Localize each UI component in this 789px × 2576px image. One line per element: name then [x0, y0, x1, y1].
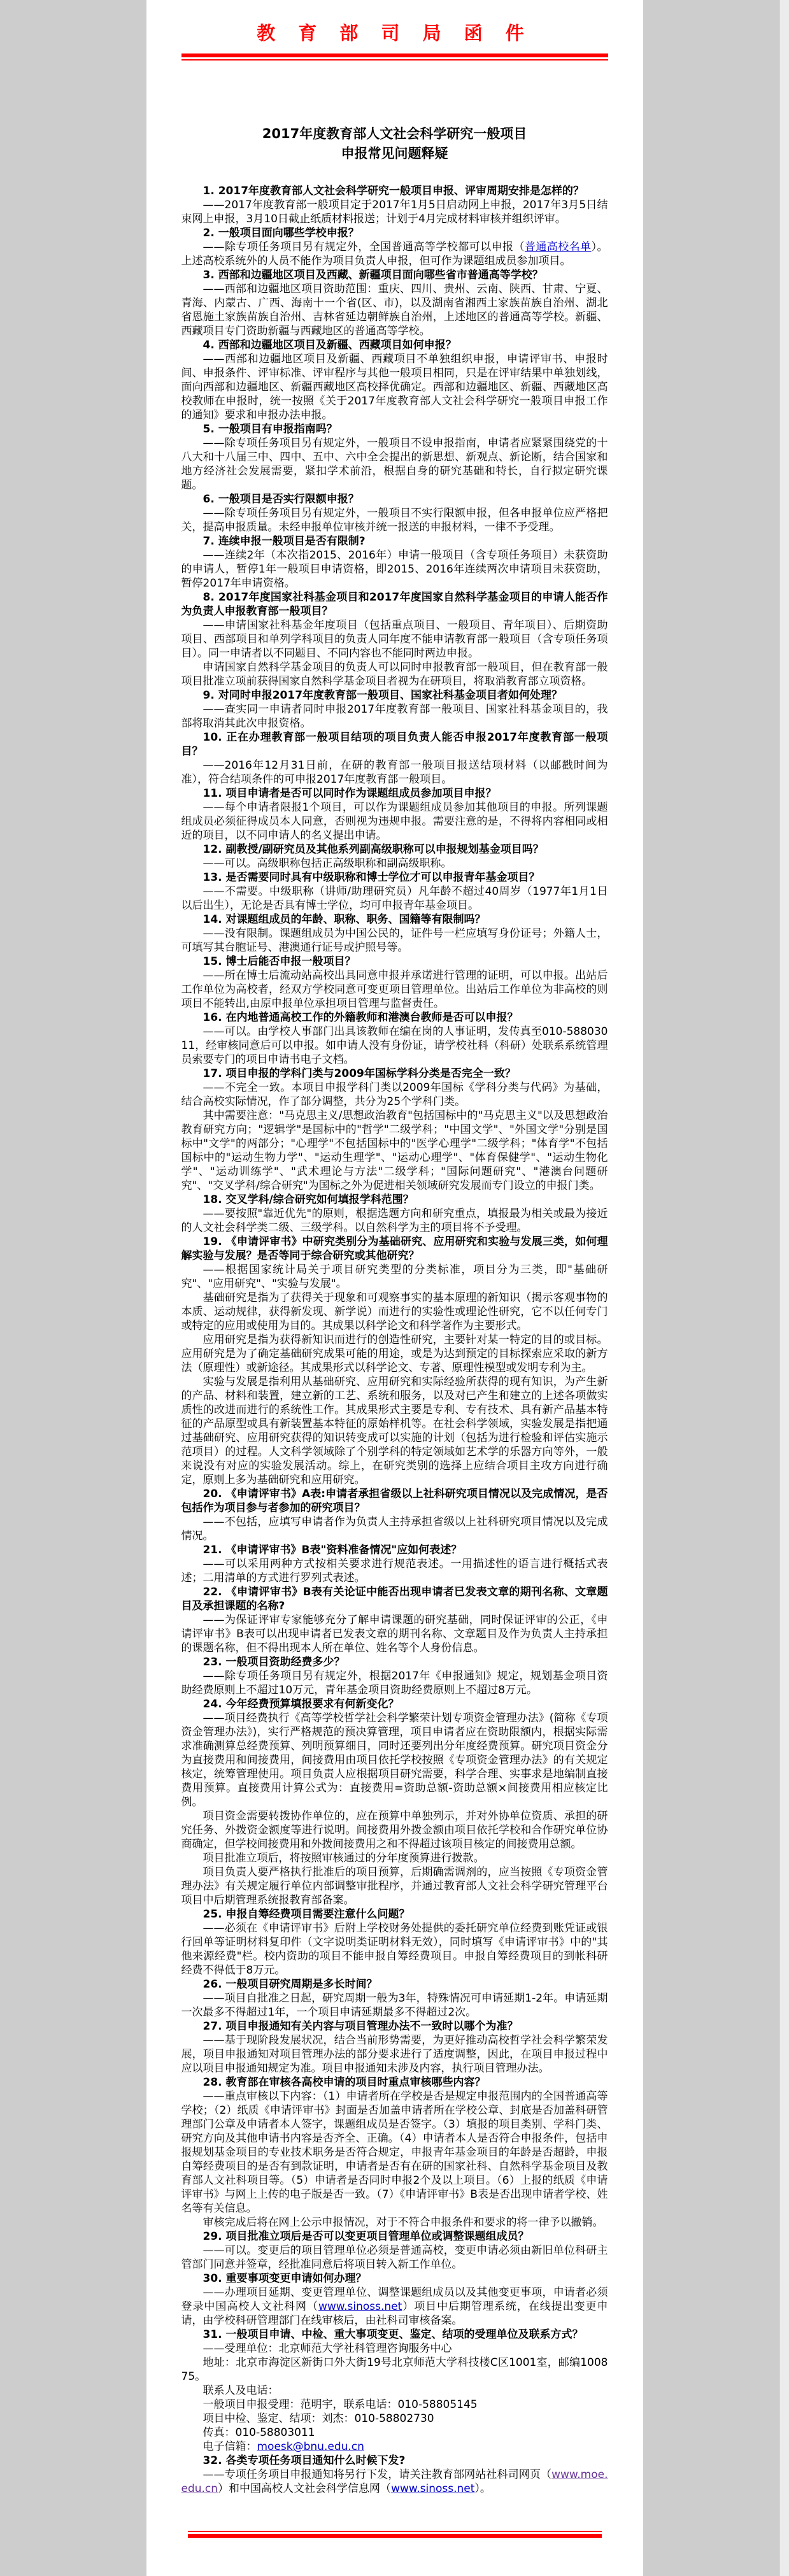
answer-text: ——西部和边疆地区项目及新疆、西藏项目不单独组织申报，申请评审书、申报时间、申报条件、评审标准、评审程序与其他一般项目相同，只是在评审结果中单独划线，面向西部和边疆地区、新疆西藏地区高校择优确定。西部和边疆地区、新疆、西藏地区高校教师在申报时，统一按照《关于2017年度教育部人文社会科学研究一般项目申报工作的通知》要求和申报办法申报。	[181, 353, 608, 422]
answer-paragraph-q17	[181, 1109, 608, 1193]
question-19: 19. 《申请评审书》中研究类别分为基础研究、应用研究和实验与发展三类，如何理解实验与发展？是否等同于综合研究或其他研究？	[181, 1235, 608, 1262]
question-13: 13. 是否需要同时具有中级职称和博士学位才可以申报青年基金项目？	[203, 871, 540, 884]
answer-text: 项目中检、鉴定、结项：刘杰：010-58802730	[203, 2412, 434, 2425]
answer-paragraph-q28	[181, 2216, 608, 2230]
question-1: 1. 2017年度教育部人文社会科学研究一般项目申报、评审周期安排是怎样的？	[203, 185, 585, 197]
question-5: 5. 一般项目有申报指南吗？	[203, 423, 338, 436]
answer-text: ——可以采用两种方式按相关要求进行规范表述。一用描述性的语言进行概括式表述；二用清单的方式进行罗列式表述。	[181, 1558, 608, 1584]
question-7: 7. 连续申报一般项目是否有限制?	[203, 535, 366, 548]
answer-paragraph-q20	[181, 1515, 608, 1543]
question-20: 20. 《申请评审书》A表:申请者承担省级以上社科研究项目情况以及完成情况，是否包括作为项目参与者参加的研究项目？	[181, 1488, 608, 1514]
answer-text: ——必须在《申请评审书》后附上学校财务处提供的委托研究单位经费到账凭证或银行回单等证明材料复印件（文字说明类证明材料无效），同时填写《申请评审书》中的"其他来源经费"栏。校内资助的项目不能申报自筹经费项目。申报自筹经费项目的到帐科研经费不得低于8万元。	[181, 1922, 608, 1977]
answer-text: ）项目中后期管理系统，在线提出变更申请，由学校科研管理部门在线审核后，由社科司审核备案。	[181, 2300, 608, 2327]
answer-text: ——不需要。中级职称（讲师/助理研究员）凡年龄不超过40周岁（1977年1月1日以后出生），无论是否具有博士学位，均可申报青年基金项目。	[181, 885, 608, 912]
answer-paragraph-q3	[181, 282, 608, 338]
answer-text: ——为保证评审专家能够充分了解申请课题的研究基础，同时保证评审的公正，《申请评审书》B表可以出现申请者已发表文章的期刊名称、文章题目及作为负责人主持承担的课题名称，但不得出现本人所在单位、姓名等个人身份信息。	[181, 1614, 608, 1654]
document-title	[181, 124, 608, 164]
answer-text: ）和中国高校人文社会科学信息网（	[218, 2482, 392, 2495]
answer-text: 申请国家自然科学基金项目的负责人可以同时申报教育部一般项目，但在教育部一般项目批准立项前获得国家自然科学基金项目者视为在研项目，将取消教育部立项资格。	[181, 661, 608, 688]
answer-paragraph-q19	[181, 1263, 608, 1291]
answer-paragraph-q24	[181, 1851, 608, 1865]
answer-text: ——2017年度教育部一般项目定于2017年1月5日启动网上申报，2017年3月5日结束网上申报，3月10日截止纸质材料报送；计划于4月完成材料审核并组织评审。	[181, 199, 608, 225]
answer-paragraph-q31	[181, 2384, 608, 2398]
answer-text: ——办理项目延期、变更管理单位、调整课题组成员以及其他变更事项，申请者必须登录中国高校人文社科网（	[181, 2286, 608, 2313]
answer-paragraph-q18	[181, 1207, 608, 1235]
qa-list	[181, 184, 608, 2496]
answer-paragraph-q4	[181, 352, 608, 422]
answer-text: 基础研究是指为了获得关于现象和可观察事实的基本原理的新知识（揭示客观事物的本质、运动规律，获得新发现、新学说）而进行的实验性或理论性研究，它不以任何专门或特定的应用或使用为目的。其成果以科学论文和科学著作为主要形式。	[181, 1292, 608, 1332]
answer-paragraph-q31	[181, 2440, 608, 2454]
answer-text: ——基于现阶段发展状况，结合当前形势需要，为更好推动高校哲学社会科学繁荣发展，项目申报通知对项目管理办法的部分要求进行了适度调整，因此，在项目申报过程中应以项目申报通知规定为准。项目申报通知未涉及内容，执行项目管理办法。	[181, 2034, 608, 2075]
answer-text: 地址：北京市海淀区新街口外大街19号北京师范大学科技楼C区1001室，邮编100875。	[181, 2356, 608, 2383]
answer-text: 审核完成后将在网上公示申报情况，对于不符合申报条件和要求的将一律予以撤销。	[203, 2216, 604, 2229]
answer-text: ——除专项任务项目另有规定外，根据2017年《申报通知》规定，规划基金项目资助经费原则上不超过10万元，青年基金项目资助经费原则上不超过8万元。	[181, 1670, 608, 1697]
answer-paragraph-q31	[181, 2412, 608, 2426]
question-10: 10. 正在办理教育部一般项目结项的项目负责人能否申报2017年度教育部一般项目？	[181, 731, 608, 758]
answer-text: ——重点审核以下内容：（1）申请者所在学校是否是规定申报范围内的全国普通高等学校；（2）纸质《申请评审书》封面是否加盖申请者所在学校公章、封底是否加盖科研管理部门公章及申请者本人签字，课题组成员是否签字。（3）填报的项目类别、学科门类、研究方向及其他申请书内容是否齐全、正确。（4）申请者本人是否符合申报条件，包括申报规划基金项目的专业技术职务是否符合规定，申报青年基金项目的年龄是否超龄，申报自筹经费项目的是否有到款证明，申请者是否有在研的国家社科、自然科学基金项目及教育部人文社科项目等。（5）申请者是否同时申报2个及以上项目。（6）上报的纸质《申请评审书》与网上上传的电子版是否一致。（7）《申请评审书》B表是否出现申请者学校、姓名等有关信息。	[181, 2090, 608, 2215]
answer-paragraph-q31	[181, 2342, 608, 2356]
question-24: 24. 今年经费预算填报要求有何新变化？	[203, 1698, 399, 1711]
answer-paragraph-q7	[181, 548, 608, 590]
question-9: 9. 对同时申报2017年度教育部一般项目、国家社科基金项目者如何处理？	[203, 689, 563, 702]
answer-text: ——除专项任务项目另有规定外，一般项目不设申报指南，申请者应紧紧围绕党的十八大和十八届三中、四中、五中、六中全会提出的新思想、新观点、新论断，结合国家和地方经济社会发展需要，紧扣学术前沿，根据自身的研究基础和特长，自行拟定研究课题。	[181, 437, 608, 492]
answer-text: ——除专项任务项目另有规定外，全国普通高等学校都可以申报（	[203, 241, 525, 253]
answer-text: ）。上述高校系统外的人员不能作为项目负责人申报，但可作为课题组成员参加项目。	[181, 241, 608, 267]
answer-text: 项目负责人要严格执行批准后的项目预算，后期确需调剂的，应当按照《专项资金管理办法》有关规定履行单位内部调整审批程序，并通过教育部人文社会科学研究管理平台项目中后期管理系统报教育部备案。	[181, 1866, 608, 1907]
answer-paragraph-q24	[181, 1865, 608, 1907]
question-3: 3. 西部和边疆地区项目及西藏、新疆项目面向哪些省市普通高等学校？	[203, 269, 543, 281]
vertical-scrollbar[interactable]	[779, 0, 789, 2576]
footer-rule-thick-line	[188, 2534, 602, 2538]
answer-paragraph-q22	[181, 1613, 608, 1655]
answer-paragraph-q31	[181, 2426, 608, 2440]
answer-paragraph-q32	[181, 2468, 608, 2496]
header-rule	[181, 53, 608, 60]
answer-text: 电子信箱：	[203, 2440, 257, 2453]
answer-text: ——可以。变更后的项目管理单位必须是普通高校，变更申请必须由新旧单位科研主管部门同意并签章，经批准同意后将项目转入新工作单位。	[181, 2244, 608, 2271]
question-29: 29. 项目批准立项后是否可以变更项目管理单位或调整课题组成员？	[203, 2230, 529, 2243]
question-27: 27. 项目申报通知有关内容与项目管理办法不一致时以哪个为准？	[203, 2020, 518, 2033]
answer-text: ——项目自批准之日起，研究周期一般为3年，特殊情况可申请延期1-2年。申请延期一次最多不得超过1年，一个项目申请延期最多不得超过2次。	[181, 1992, 608, 2019]
inline-link[interactable]: moesk@bnu.edu.cn	[257, 2440, 364, 2453]
question-18: 18. 交叉学科/综合研究如何填报学科范围？	[203, 1193, 414, 1206]
inline-link[interactable]: www.sinoss.net	[391, 2482, 475, 2495]
answer-paragraph-q8	[181, 660, 608, 688]
inline-link[interactable]: 普通高校名单	[524, 241, 592, 253]
answer-paragraph-q9	[181, 702, 608, 730]
answer-text: 联系人及电话：	[203, 2384, 279, 2397]
answer-paragraph-q10	[181, 758, 608, 786]
answer-paragraph-q12	[181, 857, 608, 871]
answer-paragraph-q15	[181, 969, 608, 1011]
answer-text: ）。	[474, 2482, 491, 2495]
answer-text: ——西部和边疆地区项目资助范围：重庆、四川、贵州、云南、陕西、甘肃、宁夏、青海、内蒙古、广西、海南十一个省(区、市)，以及湖南省湘西土家族苗族自治州、湖北省恩施土家族苗族自治州、吉林省延边朝鲜族自治州，上述地区的普通高等学校。新疆、西藏项目专门资助新疆与西藏地区的普通高等学校。	[181, 283, 608, 338]
answer-text: ——受理单位：北京师范大学社科管理咨询服务中心	[203, 2342, 452, 2355]
document-page	[146, 0, 643, 2576]
answer-paragraph-q13	[181, 885, 608, 913]
answer-paragraph-q28	[181, 2089, 608, 2216]
question-2: 2. 一般项目面向哪些学校申报？	[203, 227, 359, 239]
answer-text: ——不完全一致。本项目申报学科门类以2009年国标《学科分类与代码》为基础，结合高校实际情况，作了部分调整，共分为25个学科门类。	[181, 1081, 608, 1108]
answer-text: ——专项任务项目申报通知将另行下发，请关注教育部网站社科司网页（	[203, 2468, 552, 2481]
answer-paragraph-q31	[181, 2356, 608, 2384]
question-12: 12. 副教授/副研究员及其他系列副高级职称可以申报规划基金项目吗？	[203, 843, 544, 856]
question-23: 23. 一般项目资助经费多少？	[203, 1656, 345, 1669]
question-4: 4. 西部和边疆地区项目及新疆、西藏项目如何申报？	[203, 339, 457, 352]
question-32: 32. 各类专项任务项目通知什么时候下发?	[203, 2454, 406, 2467]
answer-paragraph-q19	[181, 1375, 608, 1487]
answer-paragraph-q24	[181, 1809, 608, 1851]
answer-paragraph-q14	[181, 927, 608, 955]
answer-text: ——不包括，应填写申请者作为负责人主持承担省级以上社科研究项目情况以及完成情况。	[181, 1516, 608, 1542]
question-6: 6. 一般项目是否实行限额申报？	[203, 493, 359, 506]
answer-paragraph-q19	[181, 1333, 608, 1375]
answer-text: 实验与发展是指利用从基础研究、应用研究和实际经验所获得的现有知识，为产生新的产品、材料和装置，建立新的工艺、系统和服务，以及对已产生和建立的上述各项做实质性的改进而进行的系统性工作。其成果形式主要是专利、专有技术、具有新产品基本特征的产品原型或具有新装置基本特征的原始样机等。在社会科学领域，实验发展是指把通过基础研究、应用研究获得的知识转变成可以实施的计划（包括为进行检验和评估实施示范项目）的过程。人文科学领域除了个别学科的特定领域如艺术学的乐器方向等外，一般来说没有对应的实验发展活动。综上，在研究类别的选择上应结合项目主攻方向进行确定，原则上多为基础研究和应用研究。	[181, 1376, 608, 1486]
answer-paragraph-q6	[181, 506, 608, 534]
question-11: 11. 项目申请者是否可以同时作为课题组成员参加项目申报？	[203, 787, 497, 800]
answer-text: ——每个申请者限报1个项目，可以作为课题组成员参加其他项目的申报。所列课题组成员必须征得成员本人同意，否则视为违规申报。需要注意的是，不得将内容相同或相近的项目，以不同申请人的名义提出申请。	[181, 801, 608, 842]
answer-text: ——2016年12月31日前，在研的教育部一般项目报送结项材料（以邮戳时间为准），符合结项条件的可申报2017年度教育部一般项目。	[181, 759, 608, 786]
header-rule-thin-line	[181, 59, 608, 60]
question-22: 22. 《申请评审书》B表有关论证中能否出现申请者已发表文章的期刊名称、文章题目及承担课题的名称?	[181, 1586, 608, 1612]
question-31: 31. 一般项目申请、中检、重大事项变更、鉴定、结项的受理单位及联系方式？	[203, 2328, 583, 2341]
answer-paragraph-q30	[181, 2286, 608, 2328]
question-25: 25. 申报自筹经费项目需要注意什么问题？	[203, 1908, 410, 1921]
answer-paragraph-q23	[181, 1669, 608, 1697]
answer-text: 传真：010-58803011	[203, 2426, 315, 2439]
question-26: 26. 一般项目研究周期是多长时间？	[203, 1978, 378, 1991]
answer-text: ——可以。高级职称包括正高级职称和副高级职称。	[203, 857, 452, 870]
question-21: 21. 《申请评审书》B表"资料准备情况"应如何表述？	[203, 1544, 462, 1556]
answer-text: ——申请国家社科基金年度项目（包括重点项目、一般项目、青年项目）、后期资助项目、西部项目和单列学科项目的负责人同年度不能申请教育部一般项目（含专项任务项目）。同一申请者以不同题目、不同内容也不能同时两边申报。	[181, 619, 608, 660]
answer-text: ——没有限制。课题组成员为中国公民的，证件号一栏应填写身份证号；外籍人士，可填写其台胞证号、港澳通行证号或护照号等。	[181, 927, 608, 954]
answer-text: ——除专项任务项目另有规定外，一般项目不实行限额申报，但各申报单位应严格把关，提高申报质量。未经申报单位审核并统一报送的申报材料，一律不予受理。	[181, 507, 608, 534]
answer-paragraph-q24	[181, 1711, 608, 1809]
answer-paragraph-q16	[181, 1025, 608, 1067]
answer-text: ——所在博士后流动站高校出具同意申报并承诺进行管理的证明，可以申报。出站后工作单位为高校者，经双方学校同意可变更项目管理单位。出站后工作单位为非高校的则项目不能转出,由原申报单位承担项目管理与监督责任。	[181, 969, 608, 1010]
answer-paragraph-q27	[181, 2033, 608, 2075]
answer-text: ——查实同一申请者同时申报2017年度教育部一般项目、国家社科基金项目的，我部将取消其此次申报资格。	[181, 703, 608, 730]
footer-rule	[188, 2531, 602, 2538]
answer-paragraph-q31	[181, 2398, 608, 2412]
answer-text: ——项目经费执行《高等学校哲学社会科学繁荣计划专项资金管理办法》(简称《专项资金管理办法》)，实行严格规范的预决算管理，项目申请者应在资助限额内，根据实际需求准确测算总经费预算、列明预算细目，同时还要列出分年度经费预算。研究项目资金分为直接费用和间接费用，间接费用由项目依托学校按照《专项资金管理办法》的有关规定核定，统筹管理使用。项目负责人应根据项目研究需要，科学合理、实事求是地编制直接费用预算。直接费用计算公式为：直接费用=资助总额-资助总额×间接费用相应核定比例。	[181, 1712, 608, 1809]
answer-paragraph-q25	[181, 1921, 608, 1977]
answer-text: 一般项目申报受理：范明宇，联系电话：010-58805145	[203, 2398, 478, 2411]
question-17: 17. 项目申报的学科门类与2009年国标学科分类是否完全一致？	[203, 1067, 516, 1080]
answer-paragraph-q11	[181, 801, 608, 843]
answer-paragraph-q2	[181, 240, 608, 268]
answer-text: ——连续2年（本次指2015、2016年）申请一般项目（含专项任务项目）未获资助的申请人，暂停1年一般项目申请资格，即2015、2016年连续两次申请项目未获资助，暂停2017年申请资格。	[181, 549, 608, 590]
answer-text: ——根据国家统计局关于项目研究类型的分类标准，项目分为三类，即"基础研究"、"应用研究"、"实验与发展"。	[181, 1263, 608, 1290]
question-15: 15. 博士后能否申报一般项目？	[203, 955, 356, 968]
answer-paragraph-q26	[181, 1991, 608, 2019]
document-title-line2: 申报常见问题释疑	[341, 146, 448, 161]
answer-paragraph-q21	[181, 1557, 608, 1585]
question-30: 30. 重要事项变更申请如何办理？	[203, 2272, 367, 2285]
question-8: 8. 2017年度国家社科基金项目和2017年度国家自然科学基金项目的申请人能否作为负责人申报教育部一般项目？	[181, 591, 608, 618]
answer-text: 项目批准立项后，将按照审核通过的分年度预算进行拨款。	[203, 1852, 485, 1865]
inline-link[interactable]: www.sinoss.net	[318, 2300, 402, 2313]
answer-paragraph-q5	[181, 436, 608, 492]
answer-text: ——可以。由学校人事部门出具该教师在编在岗的人事证明，发传真至010-58803011，经审核同意后可以申报。如申请人没有身份证，请学校社科（科研）处联系系统管理员索要专门的项目申请书电子文档。	[181, 1025, 608, 1066]
question-14: 14. 对课题组成员的年龄、职称、职务、国籍等有限制吗？	[203, 913, 486, 926]
answer-text: 其中需要注意："马克思主义/思想政治教育"包括国标中的"马克思主义"以及思想政治教育研究方向；"逻辑学"是国标中的"哲学"二级学科；"中国文学"、"外国文学"分别是国标中"文学"的两部分；"心理学"不包括国标中的"医学心理学"二级学科；"体育学"不包括国标中的"运动生物力学"、"运动生理学"、"运动心理学"、"体育保健学"、"运动生物化学"、"运动训练学"、"武术理论与方法"二级学科；"国际问题研究"、"港澳台问题研究"、"交叉学科/综合研究"为国标之外为促进相关领域研究发展而专门设立的申报门类。	[181, 1109, 608, 1192]
question-16: 16. 在内地普通高校工作的外籍教师和港澳台教师是否可以申报？	[203, 1011, 518, 1024]
document-title-line1: 2017年度教育部人文社会科学研究一般项目	[262, 126, 527, 141]
answer-text: 应用研究是指为获得新知识而进行的创造性研究，主要针对某一特定的目的或目标。应用研究是为了确定基础研究成果可能的用途，或是为达到预定的目标探索应采取的新方法（原理性）或新途径。其成果形式以科学论文、专著、原理性模型或发明专利为主。	[181, 1334, 608, 1374]
answer-paragraph-q17	[181, 1081, 608, 1109]
answer-text: ——要按照"靠近优先"的原则，根据选题方向和研究重点，填报最为相关或最为接近的人文社会科学类二级、三级学科。以自然科学为主的项目将不予受理。	[181, 1207, 608, 1234]
inline-link[interactable]: www.moe.edu.cn	[181, 2468, 608, 2495]
answer-paragraph-q1	[181, 198, 608, 226]
answer-paragraph-q29	[181, 2244, 608, 2272]
answer-text: 项目资金需要转拨协作单位的，应在预算中单独列示，并对外协单位资质、承担的研究任务、外拨资金额度等进行说明。间接费用外拨金额由项目依托学校和合作研究单位协商确定，但学校间接费用和外拨间接费用之和不得超过该项目核定的间接费用总额。	[181, 1810, 608, 1851]
answer-paragraph-q8	[181, 618, 608, 660]
answer-paragraph-q19	[181, 1291, 608, 1333]
question-28: 28. 教育部在审核各高校申请的项目时重点审核哪些内容？	[203, 2076, 486, 2089]
document-banner-title: 教 育 部 司 局 函 件	[257, 22, 532, 44]
